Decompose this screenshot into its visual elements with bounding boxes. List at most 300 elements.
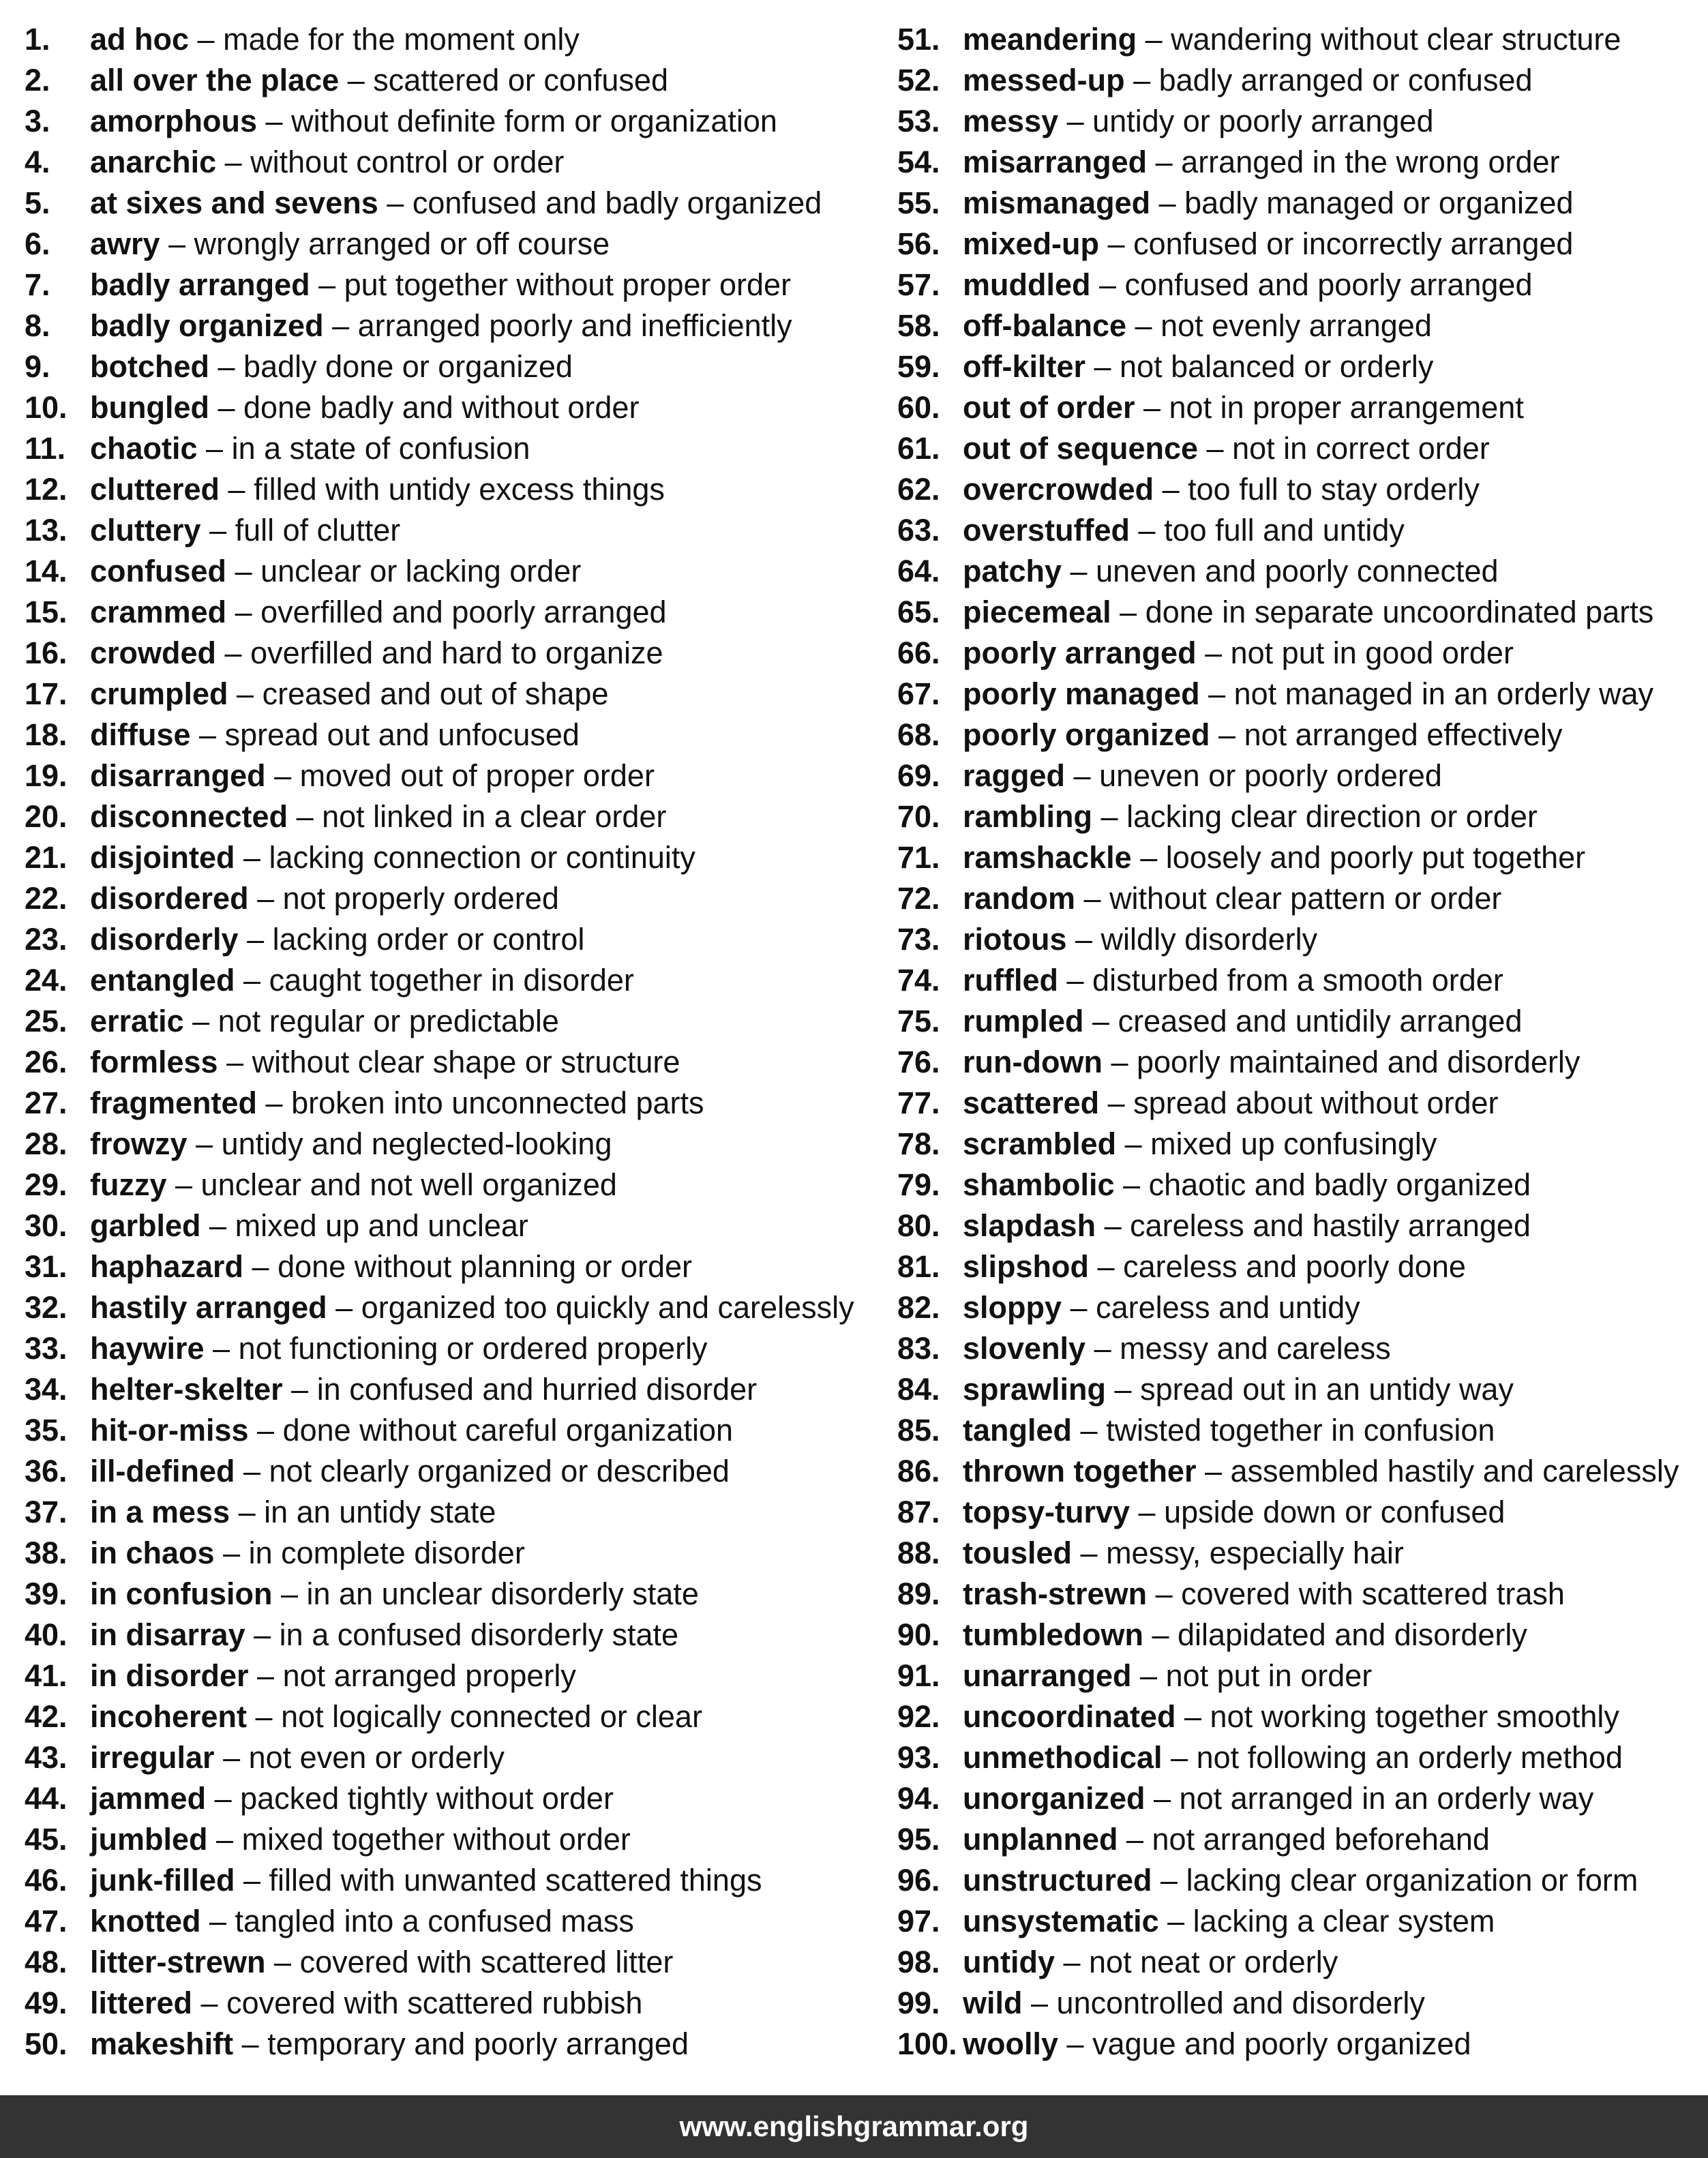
item-definition: not logically connected or clear xyxy=(281,1699,702,1734)
item-definition: covered with scattered trash xyxy=(1181,1576,1565,1611)
item-definition: in a confused disorderly state xyxy=(279,1617,679,1652)
item-definition: caught together in disorder xyxy=(269,963,634,998)
item-number: 27. xyxy=(25,1085,68,1120)
item-definition: tangled into a confused mass xyxy=(235,1904,634,1938)
item-number: 12. xyxy=(25,472,68,507)
list-item xyxy=(897,1001,1702,1042)
item-definition: temporary and poorly arranged xyxy=(267,2026,689,2061)
list-item xyxy=(25,1737,884,1778)
item-definition: not following an orderly method xyxy=(1196,1740,1623,1775)
item-number: 92. xyxy=(897,1699,940,1734)
list-item xyxy=(25,224,884,265)
item-word: scattered xyxy=(963,1085,1100,1120)
item-word: ruffled xyxy=(963,963,1058,998)
list-item xyxy=(897,1901,1702,1942)
item-separator: – xyxy=(1111,595,1145,629)
list-item xyxy=(897,674,1702,715)
item-number: 44. xyxy=(25,1781,68,1816)
item-separator: – xyxy=(323,308,358,343)
item-separator: – xyxy=(228,676,263,711)
item-number: 31. xyxy=(25,1249,68,1284)
item-definition: lacking a clear system xyxy=(1193,1904,1495,1938)
item-separator: – xyxy=(1147,145,1182,179)
list-item xyxy=(897,1615,1702,1655)
item-definition: badly managed or organized xyxy=(1184,185,1574,220)
list-item xyxy=(897,510,1702,551)
item-word: frowzy xyxy=(90,1126,188,1161)
item-definition: chaotic and badly organized xyxy=(1148,1167,1531,1202)
item-number: 5. xyxy=(25,185,50,220)
item-word: random xyxy=(963,881,1076,916)
list-item xyxy=(897,960,1702,1001)
item-word: slovenly xyxy=(963,1331,1086,1366)
item-definition: in complete disorder xyxy=(248,1535,525,1570)
item-definition: mixed up confusingly xyxy=(1150,1126,1437,1161)
item-definition: loosely and poorly put together xyxy=(1165,840,1586,875)
item-number: 53. xyxy=(897,104,940,138)
item-number: 60. xyxy=(897,390,940,425)
item-separator: – xyxy=(1099,226,1134,261)
item-word: ragged xyxy=(963,758,1066,793)
item-word: fuzzy xyxy=(90,1167,167,1202)
item-word: garbled xyxy=(90,1208,201,1243)
item-definition: not put in order xyxy=(1165,1658,1373,1693)
item-separator: – xyxy=(1147,1576,1182,1611)
item-definition: spread out in an untidy way xyxy=(1140,1372,1514,1407)
item-separator: – xyxy=(1116,1126,1151,1161)
item-word: messed-up xyxy=(963,63,1125,98)
item-number: 7. xyxy=(25,267,50,302)
list-item xyxy=(25,1655,884,1696)
item-separator: – xyxy=(238,922,273,957)
list-item xyxy=(897,19,1702,60)
item-number: 50. xyxy=(25,2026,68,2061)
item-number: 71. xyxy=(897,840,940,875)
item-number: 72. xyxy=(897,881,940,916)
item-number: 83. xyxy=(897,1331,940,1366)
item-definition: messy, especially hair xyxy=(1106,1535,1404,1570)
item-separator: – xyxy=(1137,22,1171,57)
list-item xyxy=(897,633,1702,674)
item-definition: in an unclear disorderly state xyxy=(306,1576,699,1611)
item-definition: put together without proper order xyxy=(344,267,792,302)
list-item xyxy=(25,1001,884,1042)
item-word: uncoordinated xyxy=(963,1699,1176,1734)
item-definition: unclear and not well organized xyxy=(200,1167,617,1202)
item-definition: not neat or orderly xyxy=(1089,1945,1338,1979)
item-word: trash-strewn xyxy=(963,1576,1148,1611)
item-separator: – xyxy=(1131,840,1166,875)
item-number: 62. xyxy=(897,472,940,507)
item-word: mixed-up xyxy=(963,226,1100,261)
item-separator: – xyxy=(1158,1904,1193,1938)
item-separator: – xyxy=(1106,1372,1141,1407)
item-definition: wildly disorderly xyxy=(1100,922,1318,957)
item-number: 64. xyxy=(897,554,940,588)
item-word: rumpled xyxy=(963,1004,1084,1038)
item-definition: confused and poorly arranged xyxy=(1124,267,1533,302)
item-separator: – xyxy=(189,22,224,57)
list-item xyxy=(897,1205,1702,1246)
item-number: 54. xyxy=(897,145,940,179)
item-word: thrown together xyxy=(963,1454,1197,1488)
list-item xyxy=(25,1942,884,1983)
list-item xyxy=(25,1451,884,1492)
list-item xyxy=(25,551,884,592)
item-separator: – xyxy=(235,1863,269,1898)
item-number: 24. xyxy=(25,963,68,998)
list-item xyxy=(25,469,884,510)
list-item xyxy=(897,469,1702,510)
item-word: badly organized xyxy=(90,308,324,343)
item-definition: untidy and neglected-looking xyxy=(221,1126,612,1161)
item-word: in confusion xyxy=(90,1576,273,1611)
item-number: 78. xyxy=(897,1126,940,1161)
item-separator: – xyxy=(1145,1781,1180,1816)
item-word: cluttery xyxy=(90,513,201,548)
item-number: 49. xyxy=(25,1985,68,2020)
list-item xyxy=(25,1369,884,1410)
list-item xyxy=(25,183,884,224)
item-separator: – xyxy=(183,1004,218,1038)
item-separator: – xyxy=(160,226,194,261)
item-number: 90. xyxy=(897,1617,940,1652)
item-number: 63. xyxy=(897,513,940,548)
item-number: 8. xyxy=(25,308,50,343)
item-word: overcrowded xyxy=(963,472,1154,507)
item-word: formless xyxy=(90,1045,218,1079)
item-separator: – xyxy=(216,145,251,179)
item-number: 47. xyxy=(25,1904,68,1938)
item-number: 89. xyxy=(897,1576,940,1611)
item-number: 15. xyxy=(25,595,68,629)
item-number: 1. xyxy=(25,22,50,57)
item-definition: done badly and without order xyxy=(243,390,640,425)
item-separator: – xyxy=(1102,1045,1137,1079)
item-separator: – xyxy=(339,63,374,98)
item-separator: – xyxy=(1083,1004,1118,1038)
item-number: 75. xyxy=(897,1004,940,1038)
item-separator: – xyxy=(1085,1331,1120,1366)
item-word: badly arranged xyxy=(90,267,310,302)
footer-url[interactable]: www.englishgrammar.org xyxy=(679,2110,1029,2142)
item-definition: not arranged effectively xyxy=(1244,717,1563,752)
list-item xyxy=(897,551,1702,592)
item-definition: without clear pattern or order xyxy=(1109,881,1502,916)
list-item xyxy=(25,755,884,796)
item-definition: not arranged properly xyxy=(282,1658,576,1693)
item-word: ill-defined xyxy=(90,1454,235,1488)
list-item xyxy=(25,142,884,183)
item-number: 98. xyxy=(897,1945,940,1979)
item-definition: confused and badly organized xyxy=(412,185,822,220)
item-definition: packed tightly without order xyxy=(240,1781,614,1816)
item-definition: filled with unwanted scattered things xyxy=(269,1863,762,1898)
item-number: 51. xyxy=(897,22,940,57)
item-separator: – xyxy=(248,1658,283,1693)
item-definition: not functioning or ordered properly xyxy=(238,1331,708,1366)
item-word: erratic xyxy=(90,1004,184,1038)
item-separator: – xyxy=(204,1331,239,1366)
item-definition: not balanced or orderly xyxy=(1120,349,1434,384)
item-number: 33. xyxy=(25,1331,68,1366)
item-separator: – xyxy=(233,2026,268,2061)
item-number: 56. xyxy=(897,226,940,261)
item-word: disconnected xyxy=(90,799,288,834)
item-definition: careless and hastily arranged xyxy=(1130,1208,1531,1243)
item-number: 32. xyxy=(25,1290,68,1325)
item-separator: – xyxy=(187,1126,222,1161)
item-number: 38. xyxy=(25,1535,68,1570)
item-word: meandering xyxy=(963,22,1137,57)
list-item xyxy=(897,1655,1702,1696)
item-number: 69. xyxy=(897,758,940,793)
item-definition: scattered or confused xyxy=(373,63,668,98)
item-word: tousled xyxy=(963,1535,1073,1570)
item-separator: – xyxy=(1118,1822,1152,1857)
item-number: 97. xyxy=(897,1904,940,1938)
item-number: 76. xyxy=(897,1045,940,1079)
list-item xyxy=(897,101,1702,142)
word-list-column-left xyxy=(25,19,884,2065)
list-item xyxy=(25,715,884,755)
item-word: disorderly xyxy=(90,922,239,957)
list-item xyxy=(897,1042,1702,1083)
item-number: 95. xyxy=(897,1822,940,1857)
item-definition: in an untidy state xyxy=(264,1495,496,1529)
item-definition: creased and out of shape xyxy=(262,676,609,711)
item-definition: careless and untidy xyxy=(1096,1290,1360,1325)
item-word: haywire xyxy=(90,1331,205,1366)
item-separator: – xyxy=(1114,1167,1149,1202)
item-number: 61. xyxy=(897,431,940,466)
list-item xyxy=(25,1287,884,1328)
item-word: diffuse xyxy=(90,717,191,752)
item-definition: filled with untidy excess things xyxy=(254,472,665,507)
item-definition: not managed in an orderly way xyxy=(1233,676,1653,711)
item-definition: not regular or predictable xyxy=(218,1004,559,1038)
item-word: confused xyxy=(90,554,227,588)
item-separator: – xyxy=(218,1045,252,1079)
item-word: in a mess xyxy=(90,1495,230,1529)
item-separator: – xyxy=(1062,554,1096,588)
item-definition: uneven or poorly ordered xyxy=(1099,758,1442,793)
item-separator: – xyxy=(207,1822,242,1857)
list-item xyxy=(25,674,884,715)
item-word: messy xyxy=(963,104,1059,138)
item-word: chaotic xyxy=(90,431,198,466)
list-item xyxy=(25,60,884,101)
list-item xyxy=(25,1246,884,1287)
item-separator: – xyxy=(209,390,244,425)
list-item xyxy=(897,919,1702,960)
item-separator: – xyxy=(1210,717,1244,752)
item-number: 57. xyxy=(897,267,940,302)
item-number: 46. xyxy=(25,1863,68,1898)
list-item xyxy=(25,633,884,674)
list-item xyxy=(897,1246,1702,1287)
item-word: muddled xyxy=(963,267,1091,302)
item-word: irregular xyxy=(90,1740,215,1775)
list-item xyxy=(897,428,1702,469)
list-item xyxy=(897,265,1702,305)
item-separator: – xyxy=(247,1699,282,1734)
item-definition: vague and poorly organized xyxy=(1092,2026,1471,2061)
item-number: 43. xyxy=(25,1740,68,1775)
item-separator: – xyxy=(310,267,344,302)
item-separator: – xyxy=(1198,431,1233,466)
list-item xyxy=(25,19,884,60)
item-definition: lacking connection or continuity xyxy=(269,840,695,875)
item-number: 39. xyxy=(25,1576,68,1611)
list-item xyxy=(897,755,1702,796)
word-list-column-right xyxy=(897,19,1702,2065)
list-item xyxy=(897,346,1702,387)
item-definition: in a state of confusion xyxy=(231,431,530,466)
list-item xyxy=(897,1451,1702,1492)
item-separator: – xyxy=(200,1904,235,1938)
item-number: 23. xyxy=(25,922,68,957)
item-definition: careless and poorly done xyxy=(1123,1249,1466,1284)
item-number: 59. xyxy=(897,349,940,384)
list-item xyxy=(897,60,1702,101)
list-item xyxy=(897,2024,1702,2065)
item-definition: messy and careless xyxy=(1120,1331,1391,1366)
item-separator: – xyxy=(288,799,323,834)
item-definition: spread about without order xyxy=(1133,1085,1499,1120)
list-item xyxy=(897,1819,1702,1860)
item-separator: – xyxy=(200,1208,235,1243)
item-number: 34. xyxy=(25,1372,68,1407)
item-word: in disarray xyxy=(90,1617,245,1652)
item-number: 36. xyxy=(25,1454,68,1488)
list-item xyxy=(897,837,1702,878)
item-word: litter-strewn xyxy=(90,1945,266,1979)
item-separator: – xyxy=(248,881,283,916)
item-word: disarranged xyxy=(90,758,266,793)
item-number: 41. xyxy=(25,1658,68,1693)
item-separator: – xyxy=(1072,1413,1107,1448)
item-separator: – xyxy=(1131,1658,1166,1693)
item-definition: moved out of proper order xyxy=(299,758,655,793)
item-word: in chaos xyxy=(90,1535,215,1570)
item-separator: – xyxy=(1075,881,1110,916)
item-number: 10. xyxy=(25,390,68,425)
item-definition: without definite form or organization xyxy=(291,104,777,138)
list-item xyxy=(897,1369,1702,1410)
item-definition: overfilled and hard to organize xyxy=(250,635,663,670)
item-word: unsystematic xyxy=(963,1904,1159,1938)
item-separator: – xyxy=(1089,1249,1124,1284)
list-item xyxy=(25,1083,884,1124)
list-item xyxy=(897,1124,1702,1165)
list-item xyxy=(25,387,884,428)
item-separator: – xyxy=(1126,308,1161,343)
item-word: out of sequence xyxy=(963,431,1199,466)
item-separator: – xyxy=(1092,799,1127,834)
list-item xyxy=(897,1328,1702,1369)
list-item xyxy=(25,919,884,960)
item-word: anarchic xyxy=(90,145,217,179)
item-definition: poorly maintained and disorderly xyxy=(1137,1045,1580,1079)
item-separator: – xyxy=(272,1576,307,1611)
item-separator: – xyxy=(1196,635,1231,670)
item-definition: dilapidated and disorderly xyxy=(1178,1617,1527,1652)
item-separator: – xyxy=(1130,513,1165,548)
item-definition: organized too quickly and carelessly xyxy=(361,1290,854,1325)
list-item xyxy=(897,1410,1702,1451)
item-word: amorphous xyxy=(90,104,258,138)
list-item xyxy=(897,1696,1702,1737)
item-separator: – xyxy=(257,1085,292,1120)
list-item xyxy=(25,1533,884,1574)
item-separator: – xyxy=(1150,185,1185,220)
item-definition: lacking clear direction or order xyxy=(1126,799,1538,834)
item-number: 52. xyxy=(897,63,940,98)
item-definition: not arranged in an orderly way xyxy=(1179,1781,1594,1816)
list-item xyxy=(897,1533,1702,1574)
item-number: 19. xyxy=(25,758,68,793)
item-definition: broken into unconnected parts xyxy=(291,1085,704,1120)
item-separator: – xyxy=(265,758,300,793)
item-number: 18. xyxy=(25,717,68,752)
item-definition: made for the moment only xyxy=(223,22,580,57)
list-item xyxy=(897,1165,1702,1205)
item-number: 91. xyxy=(897,1658,940,1693)
list-item xyxy=(25,592,884,633)
item-word: unarranged xyxy=(963,1658,1132,1693)
item-number: 11. xyxy=(25,431,66,466)
item-number: 25. xyxy=(25,1004,68,1038)
item-number: 88. xyxy=(897,1535,940,1570)
item-word: sprawling xyxy=(963,1372,1107,1407)
list-item xyxy=(25,1124,884,1165)
item-separator: – xyxy=(200,513,235,548)
item-number: 55. xyxy=(897,185,940,220)
item-definition: not clearly organized or described xyxy=(269,1454,730,1488)
item-separator: – xyxy=(235,963,269,998)
item-word: riotous xyxy=(963,922,1067,957)
item-word: incoherent xyxy=(90,1699,248,1734)
item-definition: done in separate uncoordinated parts xyxy=(1145,595,1654,629)
item-definition: unclear or lacking order xyxy=(260,554,582,588)
item-word: jammed xyxy=(90,1781,207,1816)
item-definition: done without planning or order xyxy=(278,1249,693,1284)
item-word: crumpled xyxy=(90,676,228,711)
list-item xyxy=(897,1737,1702,1778)
item-separator: – xyxy=(1135,390,1169,425)
item-word: entangled xyxy=(90,963,235,998)
item-separator: – xyxy=(1066,922,1101,957)
item-definition: badly done or organized xyxy=(243,349,573,384)
item-separator: – xyxy=(226,554,261,588)
item-number: 17. xyxy=(25,676,68,711)
list-item xyxy=(25,2024,884,2065)
item-definition: not in proper arrangement xyxy=(1169,390,1524,425)
item-number: 85. xyxy=(897,1413,940,1448)
item-number: 37. xyxy=(25,1495,68,1529)
list-item xyxy=(25,1778,884,1819)
item-word: tangled xyxy=(963,1413,1073,1448)
item-definition: upside down or confused xyxy=(1164,1495,1505,1529)
item-number: 20. xyxy=(25,799,68,834)
item-definition: mixed together without order xyxy=(241,1822,631,1857)
list-item xyxy=(25,1615,884,1655)
item-word: littered xyxy=(90,1985,193,2020)
item-separator: – xyxy=(1152,1863,1186,1898)
item-number: 96. xyxy=(897,1863,940,1898)
item-separator: – xyxy=(209,349,244,384)
